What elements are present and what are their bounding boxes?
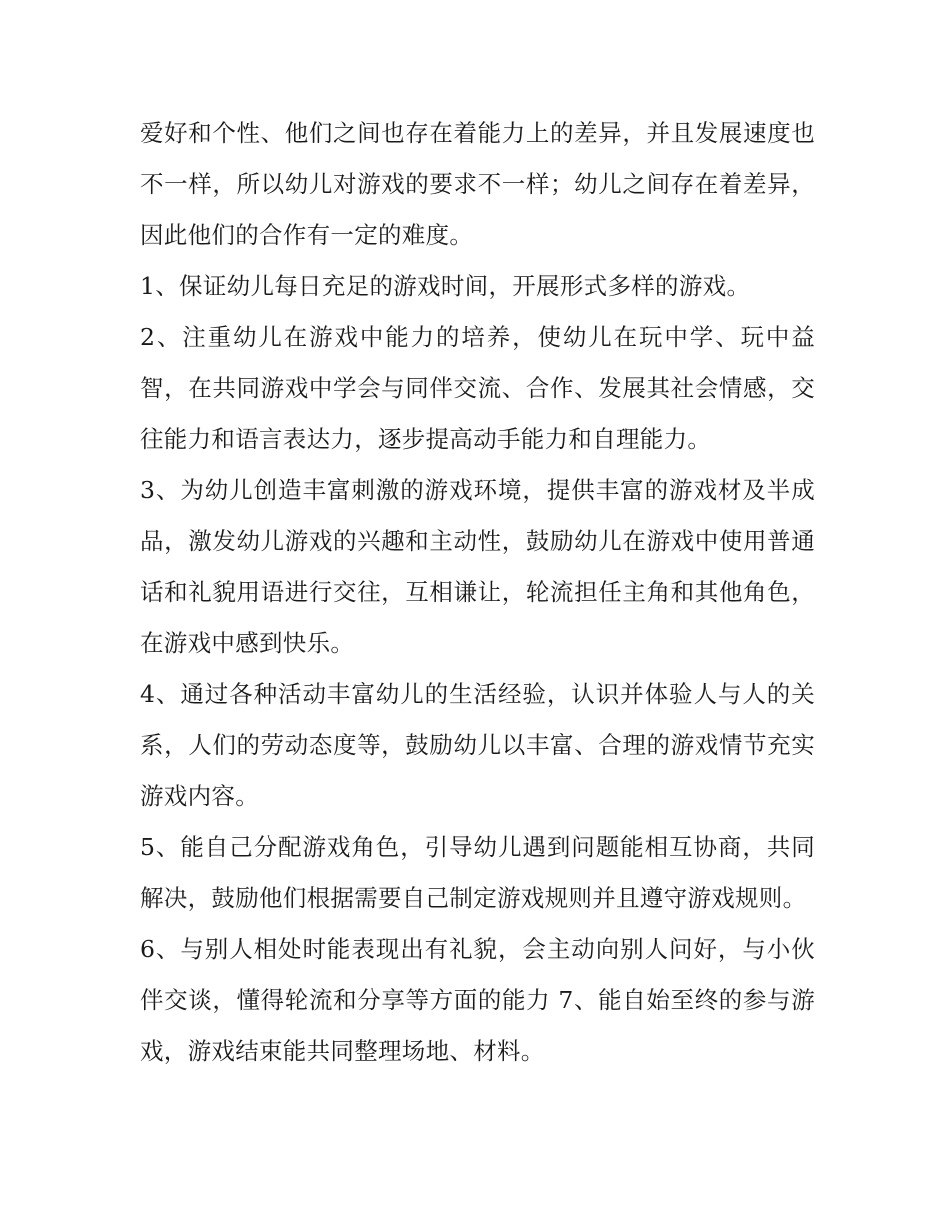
document-body [140,108,815,1077]
paragraph-item-5: 5、能自己分配游戏角色，引导幼儿遇到问题能相互协商，共同解决，鼓励他们根据需要自己制定游戏规则并且遵守游戏规则。 [140,833,815,912]
paragraph-item-4: 4、通过各种活动丰富幼儿的生活经验，认识并体验人与人的关系，人们的劳动态度等，鼓励幼儿以丰富、合理的游戏情节充实游戏内容。 [140,680,815,810]
paragraph-item-1: 1、保证幼儿每日充足的游戏时间，开展形式多样的游戏。 [140,272,751,300]
paragraph-intro: 爱好和个性、他们之间也存在着能力上的差异，并且发展速度也不一样，所以幼儿对游戏的要求不一样；幼儿之间存在着差异，因此他们的合作有一定的难度。 [140,119,815,249]
paragraph-item-6: 6、与别人相处时能表现出有礼貌，会主动向别人问好，与小伙伴交谈，懂得轮流和分享等方面的能力 7、能自始至终的参与游戏，游戏结束能共同整理场地、材料。 [140,935,815,1065]
paragraph-item-2: 2、注重幼儿在游戏中能力的培养，使幼儿在玩中学、玩中益智，在共同游戏中学会与同伴交流、合作、发展其社会情感，交往能力和语言表达力，逐步提高动手能力和自理能力。 [140,323,815,453]
paragraph-item-3: 3、为幼儿创造丰富刺激的游戏环境，提供丰富的游戏材及半成品，激发幼儿游戏的兴趣和主动性，鼓励幼儿在游戏中使用普通话和礼貌用语进行交往，互相谦让，轮流担任主角和其他角色，在游戏中感到快乐。 [140,476,815,657]
